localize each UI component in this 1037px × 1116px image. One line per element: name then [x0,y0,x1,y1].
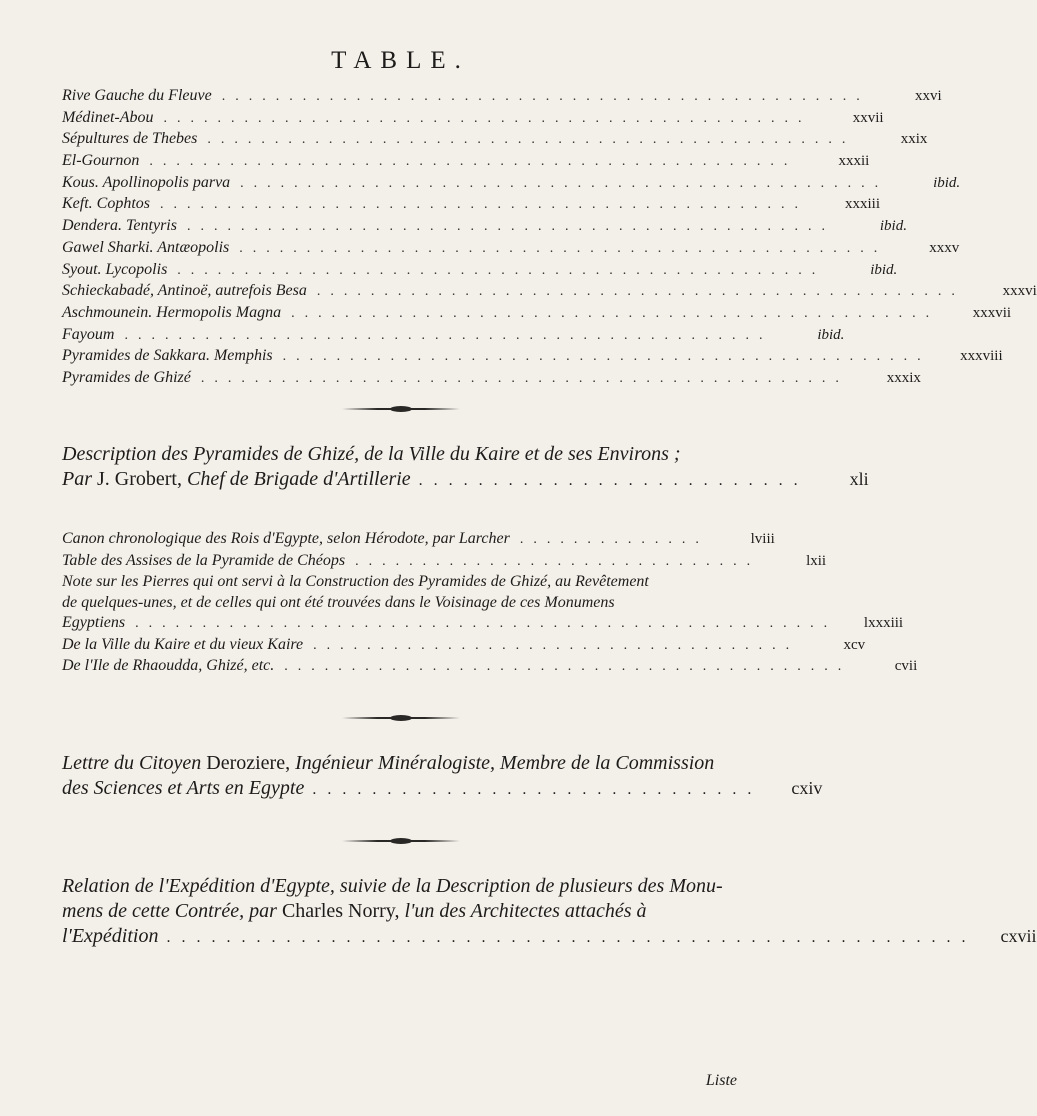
leader-dots: ................................................ [239,240,888,256]
toc-entry [62,259,898,281]
sub-entry-label: Table des Assises de la Pyramide de Chéops [62,551,346,569]
section-heading-line [62,776,823,802]
section-heading-line: Relation de l'Expédition d'Egypte, suivie de la Description de plusieurs des Monu- [62,875,723,897]
toc-entry [62,107,884,129]
sub-entry-label: de quelques-unes, et de celles qui ont été trouvées dans le Voisinage de ces Monumens [62,593,615,611]
leader-dots: ................................................ [291,305,940,321]
heading-text: l'Expédition [62,925,159,947]
toc-entry-page: xxix [900,131,928,148]
leader-dots: ................................................ [282,349,931,365]
sub-entry [62,656,918,678]
author-name: J. Grobert, [97,468,182,490]
sub-entry-page: cvii [894,658,918,674]
sub-entry [62,635,866,657]
leader-dots: ................................................ [207,132,856,148]
toc-entry-label: Fayoum [62,325,115,343]
toc-entry [62,302,1012,324]
section-page: cxiv [791,778,823,798]
toc-entry-page: xxxvi [1002,283,1037,300]
toc-entry-label: Keft. Cophtos [62,195,151,213]
leader-dots: ................................................ [149,154,798,170]
toc-entry-label: Sépultures de Thebes [62,130,198,148]
toc-entry-page: xxxii [838,153,870,170]
toc-entry [62,237,960,259]
toc-entry-page: xxxv [929,239,960,256]
leader-dots: .................................................... [135,616,838,631]
toc-entry-label: El-Gournon [62,152,140,170]
leader-dots: .................................... [313,637,800,653]
page-title: TABLE. [331,47,470,74]
author-name: Charles Norry, [281,900,400,922]
sub-entry-page: lxxxiii [863,615,904,631]
heading-suffix: Ingénieur Minéralogiste, Membre de la Commission [290,752,715,774]
section-items [62,529,918,678]
toc-entry [62,128,928,150]
toc-entry [62,324,845,346]
toc-entry [62,280,1037,302]
leader-dots: .............. [519,532,709,547]
sub-entry-label: De l'Ile de Rhaoudda, Ghizé, etc. [62,657,275,674]
leader-dots: ................................................ [186,219,835,235]
toc-entry-label: Pyramides de Sakkara. Memphis [62,347,273,365]
toc-entry-page: ibid. [933,174,961,191]
leader-dots: ...................................................... [166,929,977,946]
ornament-divider [342,717,460,719]
section-heading-line: Description des Pyramides de Ghizé, de la Ville du Kaire et de ses Environs ; [62,443,681,465]
sub-entry [62,529,775,551]
section-heading-line [62,924,1037,950]
toc-entry-label: Pyramides de Ghizé [62,368,191,386]
toc-entry-label: Médinet-Abou [62,108,154,126]
section-page: cxvii [1000,926,1037,946]
sub-entry-page: xcv [843,636,866,653]
toc-list [62,85,1037,389]
leader-dots: .......................................... [284,659,852,674]
toc-entry-label: Syout. Lycopolis [62,260,168,278]
toc-entry-page: xxxiii [845,196,881,213]
toc-entry-label: Dendera. Tentyris [62,217,177,235]
sub-entry-label: Egyptiens [62,614,126,631]
leader-dots: ................................................ [160,197,809,213]
toc-entry [62,172,961,194]
sub-entry-label: Canon chronologique des Rois d'Egypte, selon Hérodote, par Larcher [62,530,510,547]
toc-entry-page: ibid. [817,326,845,343]
section-lettre-deroziere [62,751,823,802]
leader-dots: ................................................ [200,370,849,386]
heading-text [62,467,411,492]
toc-entry [62,367,921,389]
heading-prefix: mens de cette Contrée, par [62,900,282,922]
toc-entry [62,85,942,107]
heading-prefix: Lettre du Citoyen [62,752,207,774]
toc-entry-page: ibid. [870,261,898,278]
leader-dots: ................................................ [124,327,773,343]
toc-entry-page: xxvii [852,109,884,126]
toc-entry-page: xxvi [915,88,942,104]
toc-entry-label: Rive Gauche du Fleuve [62,87,212,104]
toc-entry-label: Gawel Sharki. Antæopolis [62,238,230,256]
toc-entry-page: ibid. [879,218,907,235]
leader-dots: .............................. [312,781,763,798]
heading-suffix: Chef de Brigade d'Artillerie [181,468,411,490]
section-description-pyramides [62,442,869,493]
sub-entry-page: lviii [750,531,775,547]
sub-entry-page: lxii [806,552,827,569]
section-relation-norry [62,874,1037,950]
toc-entry-label: Kous. Apollinopolis parva [62,173,231,191]
sub-entry [62,613,904,635]
ornament-divider [342,840,460,842]
leader-dots: ................................................ [177,262,826,278]
catchword: Liste [705,1072,737,1089]
heading-prefix: Par [62,468,97,490]
sub-entry [62,551,827,573]
toc-entry [62,215,907,237]
toc-entry-page: xxxvii [972,304,1012,321]
toc-entry-label: Aschmounein. Hermopolis Magna [62,303,282,321]
ornament-divider [342,408,460,410]
leader-dots: .............................. [355,553,761,569]
toc-entry-page: xxxix [886,369,921,386]
section-heading-line [62,751,737,776]
section-heading-line [62,467,869,493]
sub-entry-label: Note sur les Pierres qui ont servi à la Construction des Pyramides de Ghizé, au Revêtement [62,573,649,590]
author-name: Deroziere, [206,752,291,774]
leader-dots: ................................................ [316,284,965,300]
sub-entry-label: De la Ville du Kaire et du vieux Kaire [62,635,304,653]
toc-entry [62,345,1003,367]
section-page: xli [849,469,869,489]
section-heading-line [62,899,737,924]
toc-entry [62,193,881,215]
leader-dots: ................................................ [163,110,812,126]
heading-suffix: l'un des Architectes attachés à [399,900,647,922]
heading-text: des Sciences et Arts en Egypte [62,777,305,799]
toc-entry-label: Schieckabadé, Antinoë, autrefois Besa [62,282,307,300]
toc-entry [62,150,870,172]
leader-dots: ................................................ [221,89,870,104]
leader-dots: ................................................ [240,175,889,191]
toc-entry-page: xxxviii [960,348,1003,365]
leader-dots: .......................... [418,472,809,489]
